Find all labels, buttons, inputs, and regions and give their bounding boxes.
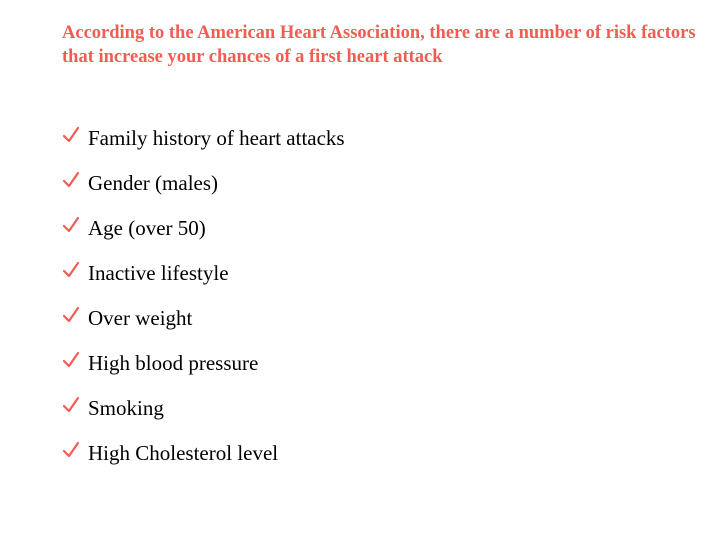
list-item (62, 431, 345, 476)
checkmark-icon (62, 440, 88, 468)
list-item-label: High blood pressure (88, 351, 259, 375)
list-item (62, 116, 345, 161)
list-item-label: Smoking (88, 396, 164, 420)
checkmark-icon (62, 350, 88, 378)
list-item (62, 296, 345, 341)
list-item-label: Inactive lifestyle (88, 261, 229, 285)
list-item (62, 341, 345, 386)
list-item-label: Family history of heart attacks (88, 126, 345, 150)
list-item (62, 251, 345, 296)
risk-factor-list (62, 116, 345, 476)
list-item-label: High Cholesterol level (88, 441, 279, 465)
checkmark-icon (62, 305, 88, 333)
list-item (62, 206, 345, 251)
list-item (62, 161, 345, 206)
checkmark-icon (62, 215, 88, 243)
list-item-label: Over weight (88, 306, 193, 330)
checkmark-icon (62, 260, 88, 288)
list-item (62, 386, 345, 431)
checkmark-icon (62, 125, 88, 153)
checkmark-icon (62, 170, 88, 198)
list-item-label: Age (over 50) (88, 216, 206, 240)
checkmark-icon (62, 395, 88, 423)
list-item-label: Gender (males) (88, 171, 219, 195)
slide-title: According to the American Heart Association, there are a number of risk factors that increase your chances of a first heart attack (62, 23, 696, 67)
